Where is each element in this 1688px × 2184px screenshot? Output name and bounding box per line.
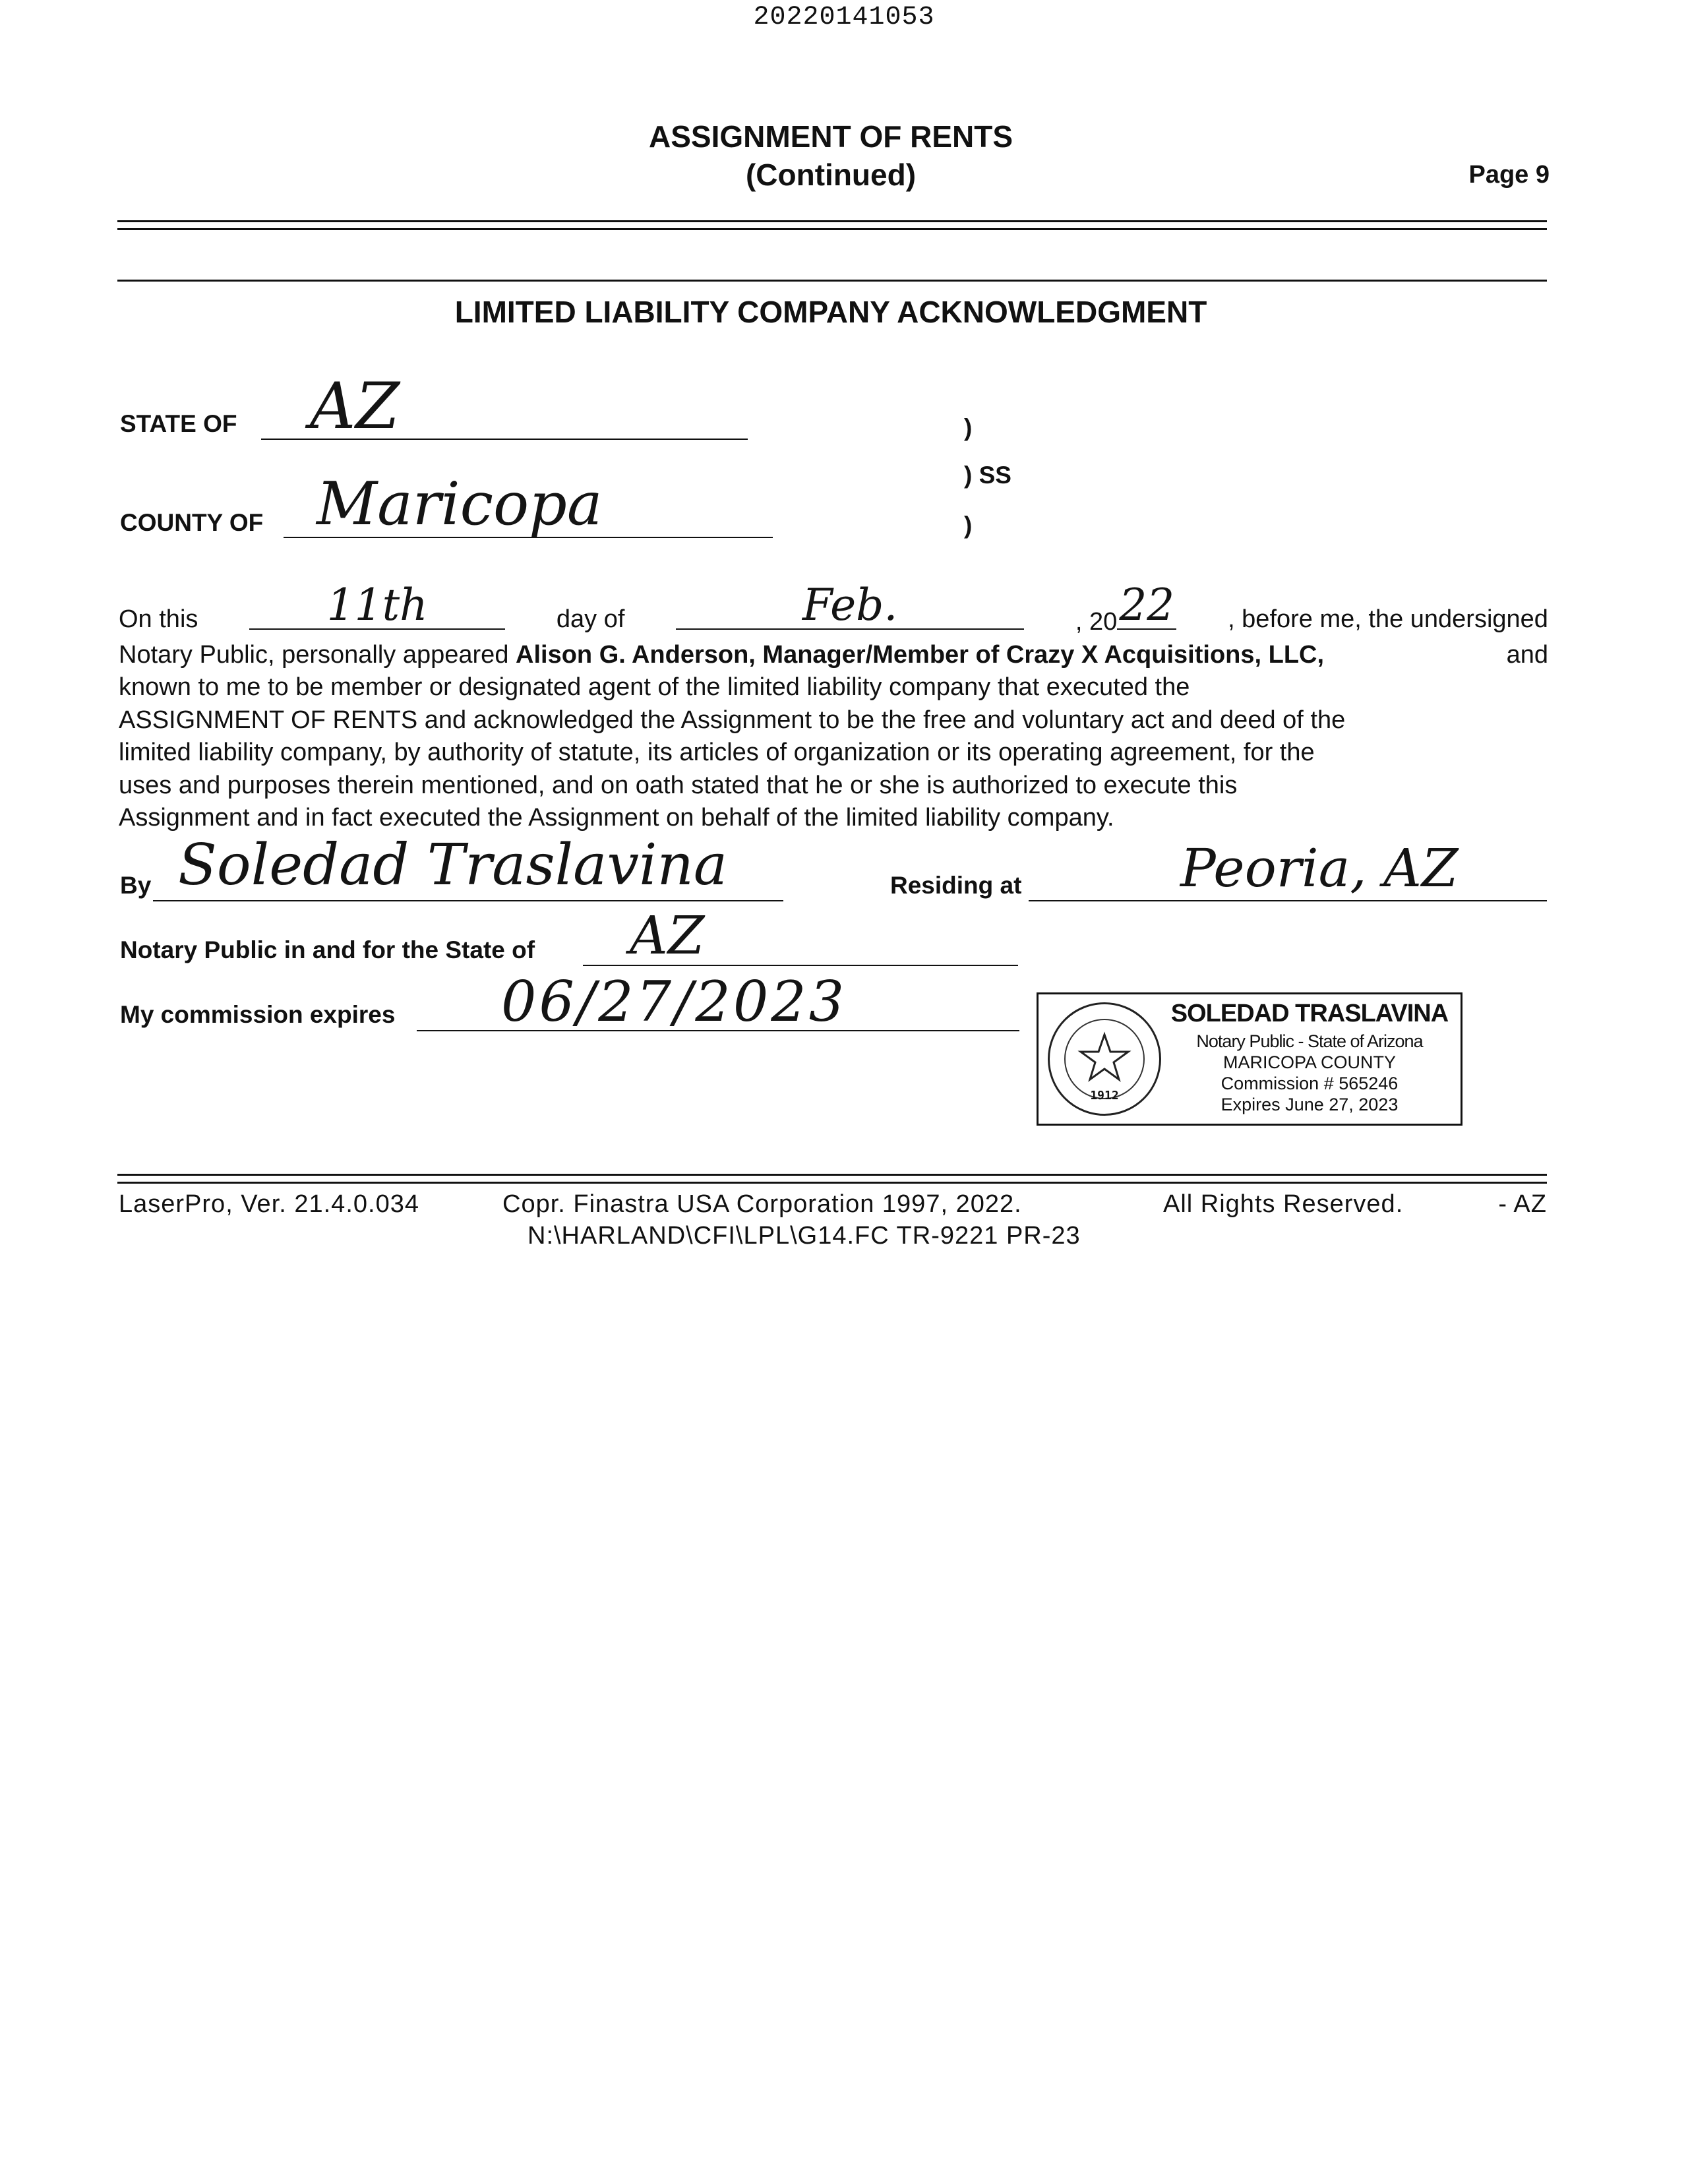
state-value: AZ <box>310 369 400 443</box>
commission-label: My commission expires <box>120 1001 396 1028</box>
year-prefix: , 20 <box>1075 608 1118 636</box>
record-number: 20220141053 <box>753 3 935 32</box>
seal-emblem <box>1064 1019 1145 1099</box>
notary-appeared-text: Notary Public, personally appeared <box>119 640 516 669</box>
year-value: 22 <box>1119 580 1175 630</box>
footer-rights: All Rights Reserved. <box>1163 1190 1404 1218</box>
on-this-text: On this <box>119 605 198 633</box>
seal-star-icon <box>1066 1020 1143 1098</box>
footer-rule-top <box>117 1174 1547 1176</box>
acknowledgment-line-1 <box>119 580 1548 639</box>
state-seal-icon <box>1048 1002 1161 1116</box>
residing-line <box>1029 900 1547 901</box>
notary-signature: Soledad Traslavina <box>178 832 728 898</box>
stamp-line-2: MARICOPA COUNTY <box>1222 1052 1397 1072</box>
footer-copyright: Copr. Finastra USA Corporation 1997, 2022. <box>502 1190 1022 1218</box>
acknowledgment-text-1: known to me to be member or designated agent of the limited liability company that executed the <box>119 673 1190 701</box>
footer-state: - AZ <box>1498 1190 1547 1218</box>
notary-stamp <box>1037 992 1462 1126</box>
acknowledgment-line-5 <box>119 737 1548 770</box>
section-rule <box>117 280 1547 282</box>
seal-year: 1912 <box>1090 1089 1119 1103</box>
footer-rule-bottom <box>117 1182 1547 1184</box>
day-blank <box>249 580 505 630</box>
day-of-text: day of <box>556 605 625 633</box>
county-label: COUNTY OF <box>120 509 264 536</box>
day-value: 11th <box>326 580 428 630</box>
notary-state-label: Notary Public in and for the State of <box>120 936 535 963</box>
month-value: Feb. <box>802 580 898 630</box>
county-value: Maricopa <box>316 470 603 539</box>
acknowledgment-line-7 <box>119 802 1548 835</box>
acknowledgment-paragraph <box>119 580 1548 835</box>
stamp-line-3: Commission # 565246 <box>1221 1074 1399 1093</box>
residing-value: Peoria, AZ <box>1180 837 1459 899</box>
header-rule-bottom <box>117 228 1547 230</box>
stamp-name: SOLEDAD TRASLAVINA <box>1170 1000 1449 1027</box>
acknowledgment-text-4: uses and purposes therein mentioned, and on oath stated that he or she is authorized to execute this <box>119 771 1238 799</box>
footer-path: N:\HARLAND\CFI\LPL\G14.FC TR-9221 PR-23 <box>528 1222 1081 1250</box>
section-title: LIMITED LIABILITY COMPANY ACKNOWLEDGMENT <box>454 295 1207 329</box>
acknowledgment-line-4 <box>119 704 1548 737</box>
signature-line <box>153 900 783 901</box>
venue-paren-1: ) <box>964 414 973 441</box>
acknowledgment-text-2: ASSIGNMENT OF RENTS and acknowledged the Assignment to be the free and voluntary act and deed of the <box>119 706 1346 734</box>
state-label: STATE OF <box>120 410 237 437</box>
year-blank <box>1117 580 1176 630</box>
before-me-text: , before me, the undersigned <box>1228 605 1548 633</box>
and-text: and <box>1506 640 1548 669</box>
appearing-party: Alison G. Anderson, Manager/Member of Crazy X Acquisitions, LLC, <box>516 640 1325 669</box>
acknowledgment-line-2 <box>119 639 1548 672</box>
header-rule-top <box>117 220 1547 222</box>
notary-state-value: AZ <box>630 905 705 966</box>
acknowledgment-line-6 <box>119 770 1548 803</box>
page-number: Page 9 <box>1468 161 1550 189</box>
month-blank <box>676 580 1024 630</box>
by-label: By <box>120 872 152 899</box>
acknowledgment-line-3 <box>119 671 1548 704</box>
stamp-line-1: Notary Public - State of Arizona <box>1196 1031 1423 1051</box>
footer-software: LaserPro, Ver. 21.4.0.034 <box>119 1190 419 1218</box>
venue-paren-3: ) <box>964 512 973 539</box>
acknowledgment-text-3: limited liability company, by authority of statute, its articles of organization or its operating agreement, for the <box>119 739 1315 766</box>
residing-label: Residing at <box>890 872 1022 899</box>
commission-value: 06/27/2023 <box>501 969 847 1034</box>
stamp-line-4: Expires June 27, 2023 <box>1221 1095 1399 1114</box>
acknowledgment-text-5: Assignment and in fact executed the Assignment on behalf of the limited liability company. <box>119 804 1114 832</box>
venue-paren-ss: ) SS <box>964 462 1011 489</box>
document-subtitle: (Continued) <box>745 158 917 192</box>
document-title: ASSIGNMENT OF RENTS <box>648 119 1013 154</box>
